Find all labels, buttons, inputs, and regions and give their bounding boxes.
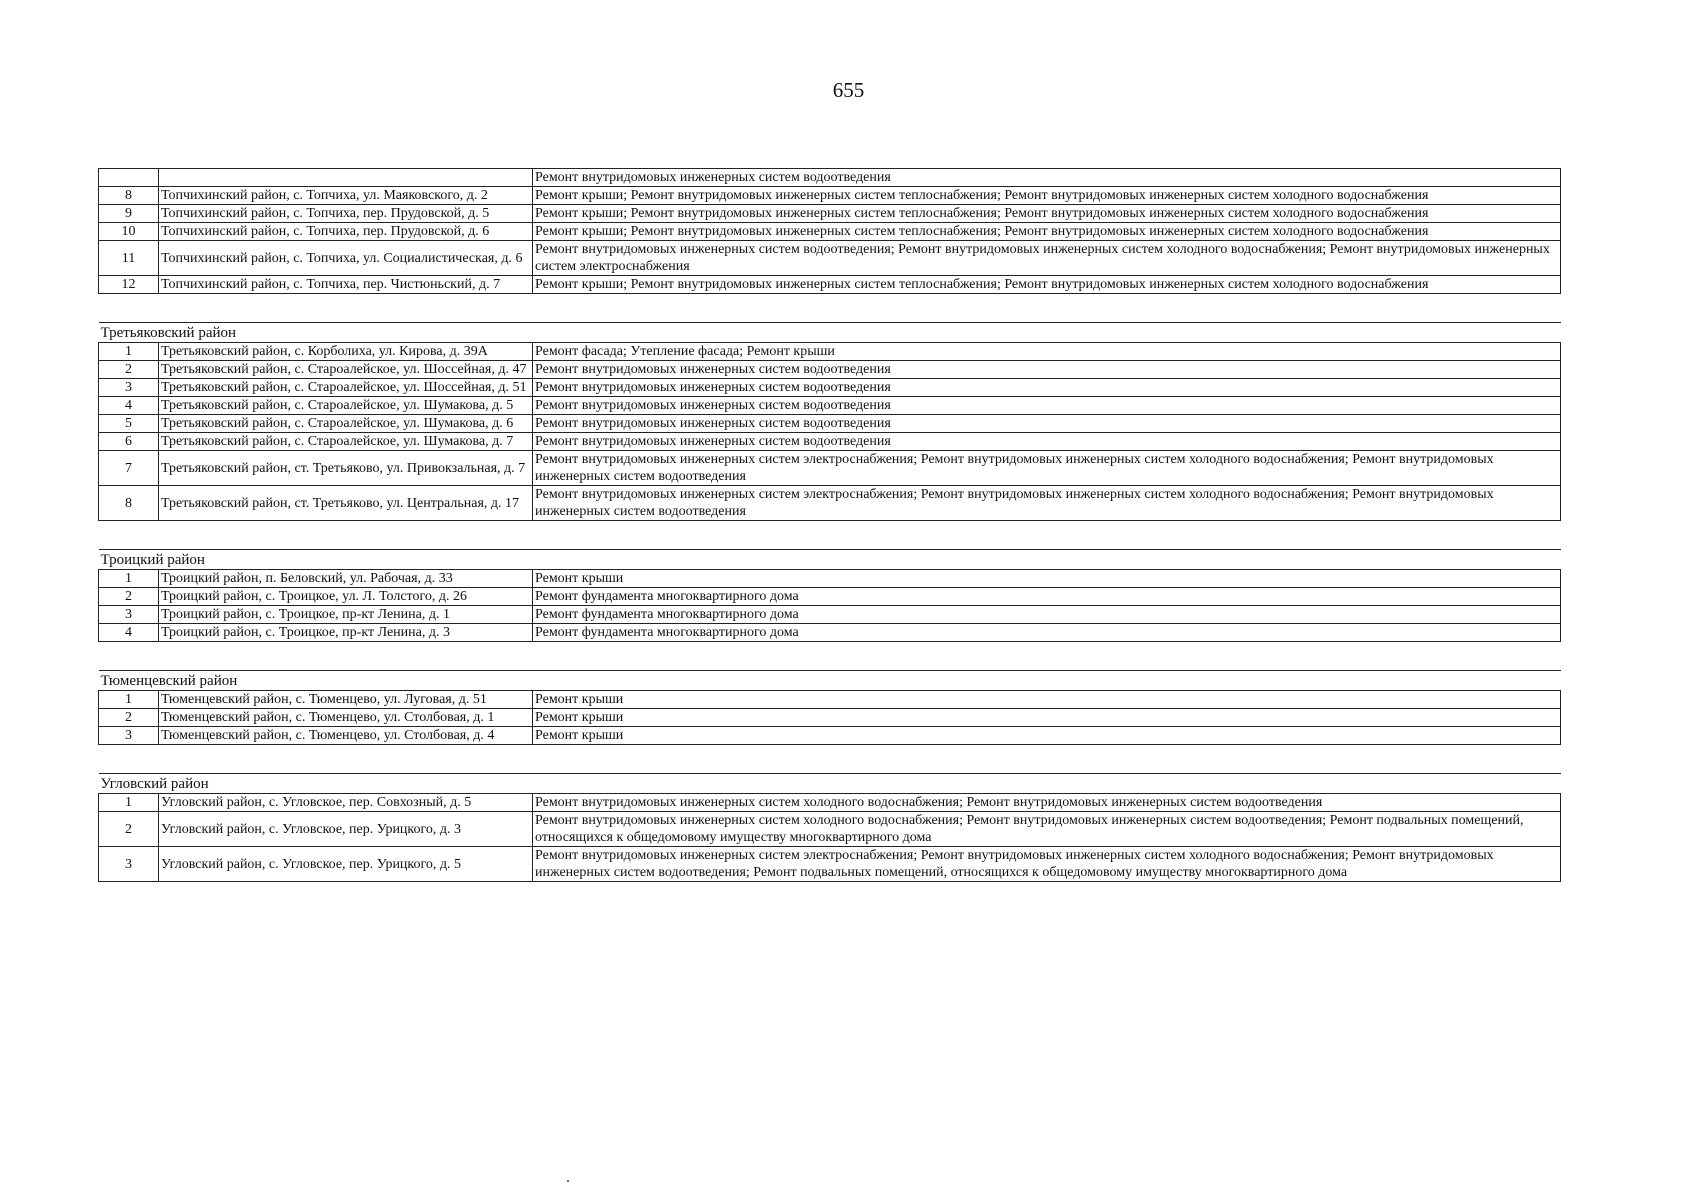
table-row — [99, 847, 1561, 882]
row-works: Ремонт внутридомовых инженерных систем холодного водоснабжения; Ремонт внутридомовых инженерных систем водоотведения — [533, 794, 1561, 812]
spacer-cell — [99, 521, 1561, 550]
row-number: 2 — [99, 709, 159, 727]
row-address: Троицкий район, с. Троицкое, пр-кт Ленина, д. 1 — [159, 606, 533, 624]
row-number: 4 — [99, 624, 159, 642]
district-title: Третьяковский район — [99, 323, 1561, 343]
table-row — [99, 361, 1561, 379]
district-header-row — [99, 671, 1561, 691]
row-number: 2 — [99, 812, 159, 847]
row-works: Ремонт крыши; Ремонт внутридомовых инженерных систем теплоснабжения; Ремонт внутридомовых инженерных систем холодного водоснабжения — [533, 187, 1561, 205]
row-works: Ремонт внутридомовых инженерных систем водоотведения — [533, 361, 1561, 379]
row-address — [159, 169, 533, 187]
row-address: Топчихинский район, с. Топчиха, ул. Маяковского, д. 2 — [159, 187, 533, 205]
table-row — [99, 812, 1561, 847]
district-title: Троицкий район — [99, 550, 1561, 570]
row-address: Троицкий район, с. Троицкое, ул. Л. Толстого, д. 26 — [159, 588, 533, 606]
row-number: 6 — [99, 433, 159, 451]
row-number: 2 — [99, 361, 159, 379]
section-spacer — [99, 745, 1561, 774]
district-header-row — [99, 774, 1561, 794]
row-address: Третьяковский район, с. Староалейское, ул. Шоссейная, д. 51 — [159, 379, 533, 397]
page-number: 655 — [832, 78, 865, 102]
row-works: Ремонт крыши — [533, 691, 1561, 709]
row-works: Ремонт фасада; Утепление фасада; Ремонт крыши — [533, 343, 1561, 361]
row-address: Троицкий район, п. Беловский, ул. Рабочая, д. 33 — [159, 570, 533, 588]
spacer-cell — [99, 642, 1561, 671]
row-address: Топчихинский район, с. Топчиха, пер. Прудовской, д. 5 — [159, 205, 533, 223]
row-number: 1 — [99, 570, 159, 588]
row-works: Ремонт внутридомовых инженерных систем электроснабжения; Ремонт внутридомовых инженерных систем холодного водоснабжения; Ремонт внутридомовых инженерных систем водоотведения; Ремонт подвальных помещений, относящихся к общедомовому имуществу многоквартирного дома — [533, 847, 1561, 882]
row-address: Угловский район, с. Угловское, пер. Урицкого, д. 5 — [159, 847, 533, 882]
row-address: Угловский район, с. Угловское, пер. Совхозный, д. 5 — [159, 794, 533, 812]
district-title: Тюменцевский район — [99, 671, 1561, 691]
table-row — [99, 794, 1561, 812]
row-works: Ремонт внутридомовых инженерных систем водоотведения — [533, 169, 1561, 187]
section-spacer — [99, 642, 1561, 671]
table-row — [99, 709, 1561, 727]
row-address: Третьяковский район, с. Корболиха, ул. Кирова, д. 39А — [159, 343, 533, 361]
table-row — [99, 276, 1561, 294]
table-row — [99, 727, 1561, 745]
table-row — [99, 169, 1561, 187]
repair-table — [98, 168, 1561, 882]
table-row — [99, 205, 1561, 223]
row-address: Угловский район, с. Угловское, пер. Урицкого, д. 3 — [159, 812, 533, 847]
section-spacer — [99, 521, 1561, 550]
row-number: 5 — [99, 415, 159, 433]
table-row — [99, 241, 1561, 276]
row-works: Ремонт внутридомовых инженерных систем электроснабжения; Ремонт внутридомовых инженерных систем холодного водоснабжения; Ремонт внутридомовых инженерных систем водоотведения — [533, 486, 1561, 521]
row-works: Ремонт крыши; Ремонт внутридомовых инженерных систем теплоснабжения; Ремонт внутридомовых инженерных систем холодного водоснабжения — [533, 205, 1561, 223]
row-number: 4 — [99, 397, 159, 415]
row-address: Тюменцевский район, с. Тюменцево, ул. Луговая, д. 51 — [159, 691, 533, 709]
row-number: 2 — [99, 588, 159, 606]
table-row — [99, 451, 1561, 486]
district-header-row — [99, 323, 1561, 343]
row-address: Третьяковский район, с. Староалейское, ул. Шумакова, д. 5 — [159, 397, 533, 415]
row-works: Ремонт внутридомовых инженерных систем водоотведения — [533, 433, 1561, 451]
row-address: Топчихинский район, с. Топчиха, ул. Социалистическая, д. 6 — [159, 241, 533, 276]
row-address: Тюменцевский район, с. Тюменцево, ул. Столбовая, д. 1 — [159, 709, 533, 727]
repair-table-body — [99, 169, 1561, 882]
row-number: 1 — [99, 794, 159, 812]
row-address: Троицкий район, с. Троицкое, пр-кт Ленина, д. 3 — [159, 624, 533, 642]
row-works: Ремонт фундамента многоквартирного дома — [533, 606, 1561, 624]
row-works: Ремонт внутридомовых инженерных систем водоотведения — [533, 379, 1561, 397]
row-number: 3 — [99, 847, 159, 882]
row-address: Тюменцевский район, с. Тюменцево, ул. Столбовая, д. 4 — [159, 727, 533, 745]
row-works: Ремонт фундамента многоквартирного дома — [533, 624, 1561, 642]
table-row — [99, 588, 1561, 606]
row-number: 1 — [99, 691, 159, 709]
table-row — [99, 570, 1561, 588]
row-works: Ремонт фундамента многоквартирного дома — [533, 588, 1561, 606]
row-works: Ремонт внутридомовых инженерных систем холодного водоснабжения; Ремонт внутридомовых инженерных систем водоотведения; Ремонт подвальных помещений, относящихся к общедомовому имуществу многоквартирного дома — [533, 812, 1561, 847]
table-row — [99, 433, 1561, 451]
row-number: 1 — [99, 343, 159, 361]
row-address: Третьяковский район, ст. Третьяково, ул. Центральная, д. 17 — [159, 486, 533, 521]
row-number: 7 — [99, 451, 159, 486]
row-number: 3 — [99, 379, 159, 397]
table-row — [99, 486, 1561, 521]
table-row — [99, 343, 1561, 361]
spacer-cell — [99, 745, 1561, 774]
table-row — [99, 223, 1561, 241]
row-address: Третьяковский район, с. Староалейское, ул. Шумакова, д. 6 — [159, 415, 533, 433]
row-address: Третьяковский район, с. Староалейское, ул. Шоссейная, д. 47 — [159, 361, 533, 379]
row-works: Ремонт внутридомовых инженерных систем водоотведения — [533, 397, 1561, 415]
row-number: 10 — [99, 223, 159, 241]
table-row — [99, 624, 1561, 642]
section-spacer — [99, 294, 1561, 323]
row-number: 8 — [99, 486, 159, 521]
row-number — [99, 169, 159, 187]
spacer-cell — [99, 294, 1561, 323]
row-works: Ремонт внутридомовых инженерных систем электроснабжения; Ремонт внутридомовых инженерных систем холодного водоснабжения; Ремонт внутридомовых инженерных систем водоотведения — [533, 451, 1561, 486]
table-row — [99, 415, 1561, 433]
row-works: Ремонт внутридомовых инженерных систем водоотведения — [533, 415, 1561, 433]
district-title: Угловский район — [99, 774, 1561, 794]
scan-speck — [567, 1180, 569, 1182]
row-works: Ремонт крыши — [533, 727, 1561, 745]
table-row — [99, 397, 1561, 415]
row-number: 11 — [99, 241, 159, 276]
row-works: Ремонт крыши; Ремонт внутридомовых инженерных систем теплоснабжения; Ремонт внутридомовых инженерных систем холодного водоснабжения — [533, 276, 1561, 294]
table-row — [99, 187, 1561, 205]
row-number: 3 — [99, 606, 159, 624]
table-row — [99, 691, 1561, 709]
row-address: Третьяковский район, ст. Третьяково, ул. Привокзальная, д. 7 — [159, 451, 533, 486]
row-address: Топчихинский район, с. Топчиха, пер. Чистюньский, д. 7 — [159, 276, 533, 294]
row-works: Ремонт внутридомовых инженерных систем водоотведения; Ремонт внутридомовых инженерных систем холодного водоснабжения; Ремонт внутридомовых инженерных систем электроснабжения — [533, 241, 1561, 276]
row-address: Третьяковский район, с. Староалейское, ул. Шумакова, д. 7 — [159, 433, 533, 451]
row-number: 9 — [99, 205, 159, 223]
row-number: 3 — [99, 727, 159, 745]
row-number: 12 — [99, 276, 159, 294]
row-works: Ремонт крыши; Ремонт внутридомовых инженерных систем теплоснабжения; Ремонт внутридомовых инженерных систем холодного водоснабжения — [533, 223, 1561, 241]
district-header-row — [99, 550, 1561, 570]
table-row — [99, 379, 1561, 397]
table-row — [99, 606, 1561, 624]
row-address: Топчихинский район, с. Топчиха, пер. Прудовской, д. 6 — [159, 223, 533, 241]
row-works: Ремонт крыши — [533, 709, 1561, 727]
row-works: Ремонт крыши — [533, 570, 1561, 588]
row-number: 8 — [99, 187, 159, 205]
